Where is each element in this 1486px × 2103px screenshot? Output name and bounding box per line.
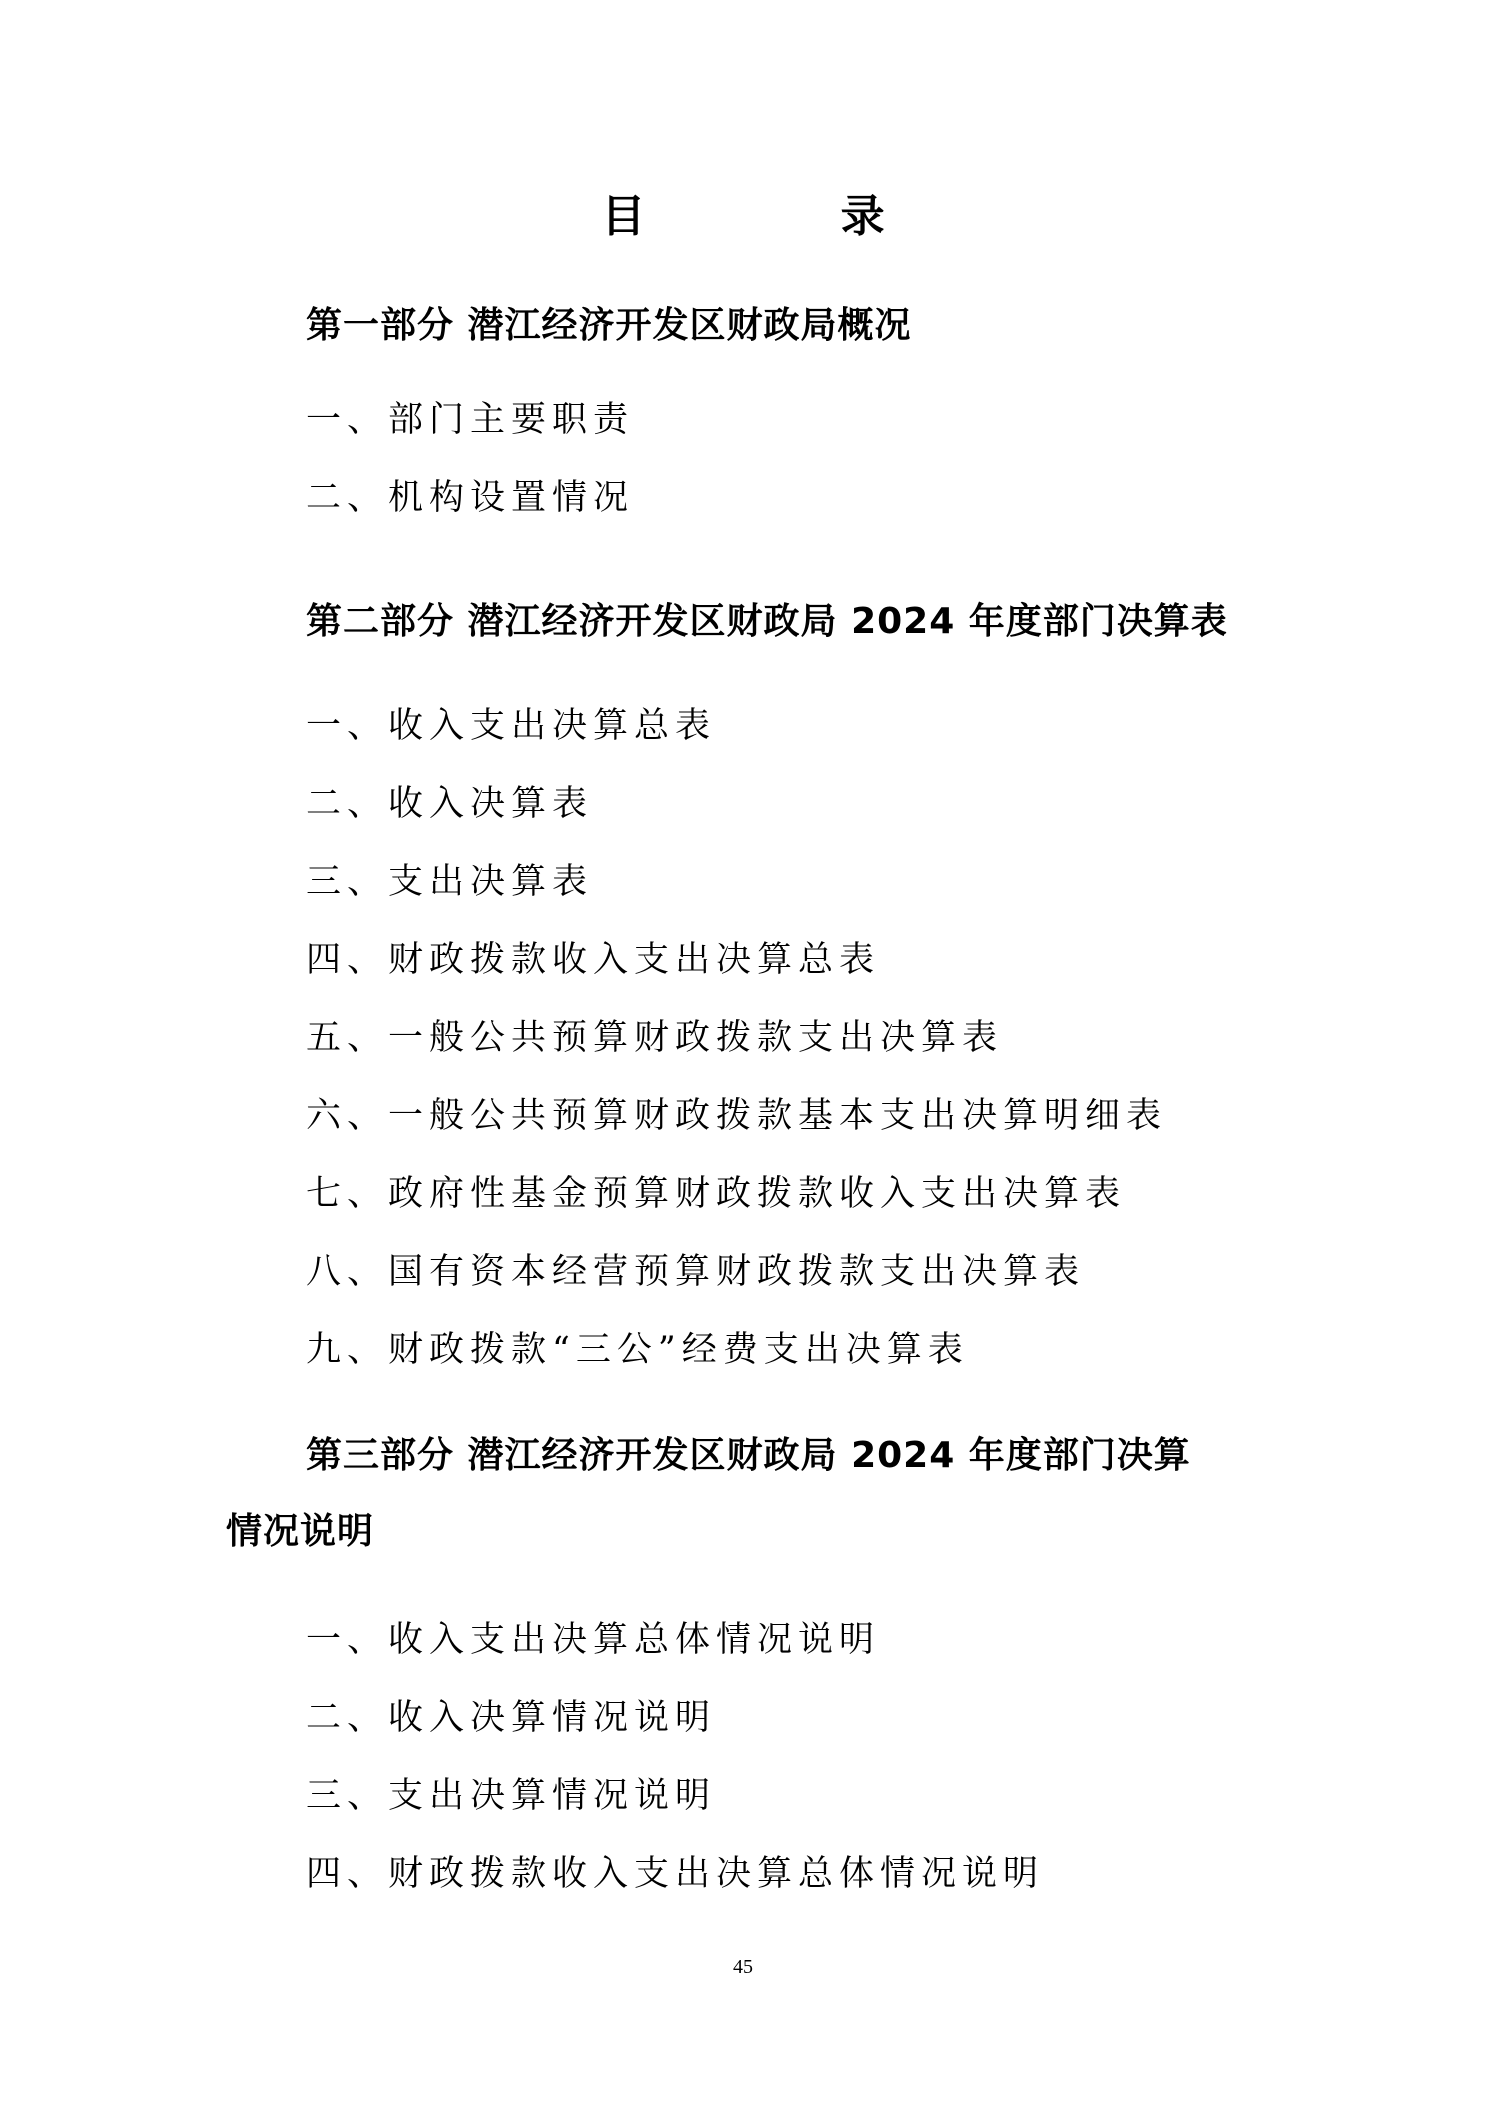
toc-item: 八、国有资本经营预算财政拨款支出决算表 [306, 1252, 1086, 1292]
part1-heading: 第一部分 潜江经济开发区财政局概况 [306, 305, 912, 346]
part3-heading-continued: 情况说明 [226, 1511, 375, 1552]
page-number: 45 [733, 1956, 753, 1978]
page-title: 目 录 [601, 191, 975, 242]
toc-item: 四、财政拨款收入支出决算总体情况说明 [306, 1854, 1045, 1894]
part3-heading: 第三部分 潜江经济开发区财政局 2024 年度部门决算 [306, 1435, 1191, 1476]
toc-item: 二、机构设置情况 [306, 478, 635, 518]
toc-item: 七、政府性基金预算财政拨款收入支出决算表 [306, 1174, 1127, 1214]
toc-item: 四、财政拨款收入支出决算总表 [306, 940, 881, 980]
toc-item: 一、部门主要职责 [306, 400, 635, 440]
toc-item: 九、财政拨款“三公”经费支出决算表 [306, 1330, 969, 1370]
toc-item: 三、支出决算情况说明 [306, 1776, 717, 1816]
toc-item: 二、收入决算情况说明 [306, 1698, 717, 1738]
toc-item: 六、一般公共预算财政拨款基本支出决算明细表 [306, 1096, 1168, 1136]
toc-item: 五、一般公共预算财政拨款支出决算表 [306, 1018, 1004, 1058]
toc-item: 二、收入决算表 [306, 784, 594, 824]
toc-item: 一、收入支出决算总表 [306, 706, 717, 746]
part2-heading: 第二部分 潜江经济开发区财政局 2024 年度部门决算表 [306, 601, 1228, 642]
toc-item: 三、支出决算表 [306, 862, 594, 902]
toc-item: 一、收入支出决算总体情况说明 [306, 1620, 881, 1660]
